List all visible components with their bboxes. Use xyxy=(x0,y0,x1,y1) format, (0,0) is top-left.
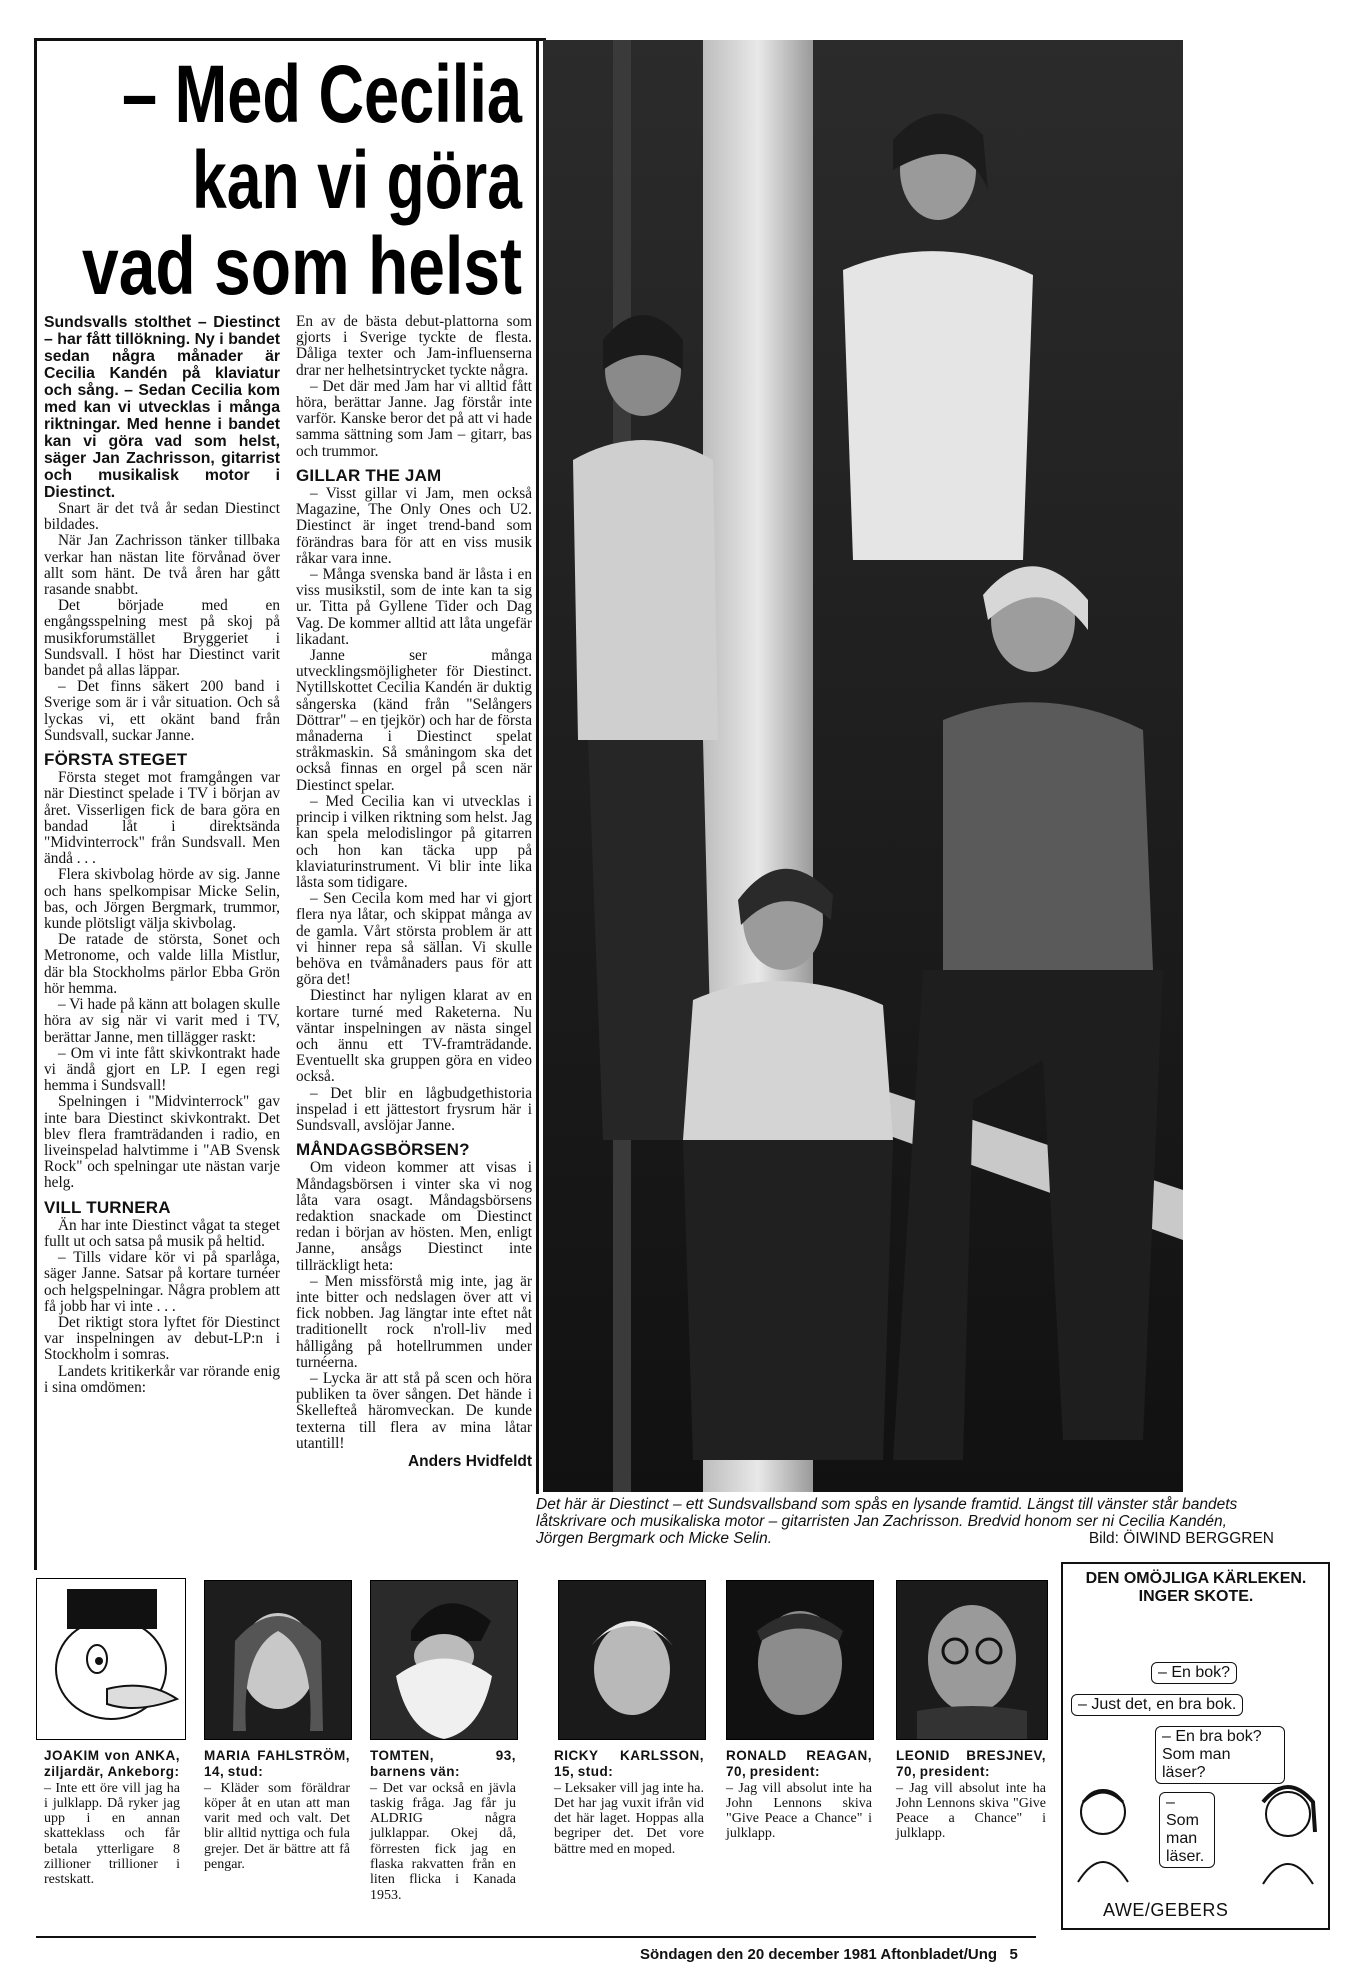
portrait-ricky xyxy=(559,1581,705,1739)
article-paragraph: Om videon kommer att visas i Måndagsbörsen i vinter ska vi nog låta vara osagt. Måndagsbörsens redaktion snackade om Diestinct redan i början av hösten. Men, enligt Janne, ansågs Diestinct inte tillräckligt heta: xyxy=(296,1159,532,1274)
band-photo xyxy=(543,40,1183,1492)
article-paragraph: Än har inte Diestinct vågat ta steget fullt ut och satsa på musik på heltid. xyxy=(44,1216,280,1250)
article-paragraph: Janne ser många utvecklingsmöjligheter för Diestinct. Nytillskottet Cecilia Kandén är duktig sångerska (känd från "Selångers Döttrar" – en tjejkör) och har de första månaderna i Diestinct spelat stråkmaskin. Så småningom ska det också finnas en orgel på scen när Diestinct spelar. xyxy=(296,647,532,794)
article-paragraph: En av de bästa debut-plattorna som gjorts i Sverige tyckte de flesta. Dåliga texter och Jam-influenserna drar ner helhetsintrycket tyckte några. xyxy=(296,313,532,379)
speech-bubble: – En bok? xyxy=(1151,1662,1237,1684)
article-paragraph: Landets kritikerkår var rörande enig i sina omdömen: xyxy=(44,1362,280,1396)
avatar xyxy=(36,1578,186,1740)
article-paragraph: – Om vi inte fått skivkontrakt hade vi ändå gjort en LP. I egen regi hemma i Sundsvall! xyxy=(44,1044,280,1095)
quote-text: – Leksaker vill jag inte ha. Det har jag vuxit ifrån vid det här laget. Hoppas alla begriper det. Det vore bättre med en moped. xyxy=(554,1780,704,1857)
quote-text: – Kläder som föräldrar köper åt en utan att man varit med och valt. Det blir alltid nyttiga och fula grejer. Det är bättre att få pengar. xyxy=(204,1780,350,1873)
avatar xyxy=(558,1580,706,1740)
article-paragraph: – Lycka är att stå på scen och höra publiken ta över sången. Det hände i Skellefteå häromveckan. De kunde texterna till flera av mina låtar utantill! xyxy=(296,1370,532,1452)
article-paragraph: Spelningen i "Midvinterrock" gav inte bara Diestinct skivkontrakt. Det blev flera framträdanden i radio, en liveinspelad halvtimme i "AB Svensk Rock" och spelningar ute nästan varje helg. xyxy=(44,1093,280,1192)
quote-role: president: xyxy=(749,1764,821,1780)
comic-figures xyxy=(1063,1772,1328,1892)
article-paragraph: Det började med en engångsspelning mest på skoj på musikforumstället Bryggeriet i Sundsvall. I höst har Diestinct varit bandet på allas läppar. xyxy=(44,597,280,680)
quote-joakim xyxy=(44,1748,180,1888)
frame-left-rule xyxy=(34,38,37,1570)
quote-reagan xyxy=(726,1748,872,1842)
article-paragraph: – Det där med Jam har vi alltid fått höra, berättar Janne. Jag förstår inte varför. Kanske beror det på att vi hade samma sättning som Jam – gitarr, bas och trummor. xyxy=(296,377,532,460)
section-heading: MÅNDAGSBÖRSEN? xyxy=(296,1140,470,1160)
headline-line-2: kan vi göra xyxy=(192,135,524,226)
quote-role: barnens vän: xyxy=(370,1764,461,1780)
article-paragraph: – Visst gillar vi Jam, men också Magazine, The Only Ones och U2. Diestinct är inget trend-band som förändras bara för att en viss musik råkar vara inne. xyxy=(296,485,532,567)
scrooge-illustration xyxy=(37,1579,185,1739)
article-lead: Sundsvalls stolthet – Diestinct – har fått tillökning. Ny i bandet sedan några månader är Cecilia Kandén på klaviatur och sång. – Sedan Cecilia kom med kan vi utvecklas i många riktningar. Med henne i bandet kan vi göra vad som helst, säger Jan Zachrisson, gitarrist och musikalisk motor i Diestinct. xyxy=(44,314,280,501)
quote-role: ziljardär, Ankeborg: xyxy=(44,1764,180,1780)
section-heading: GILLAR THE JAM xyxy=(296,465,442,485)
quote-name: RONALD REAGAN, 70, xyxy=(726,1748,872,1780)
byline: Anders Hvidfeldt xyxy=(407,1453,532,1471)
portrait-maria xyxy=(205,1581,351,1739)
quote-text: – Jag vill absolut inte ha John Lennons skiva "Give Peace a Chance" i julklapp. xyxy=(726,1780,872,1842)
speech-bubble: – Som man läser. xyxy=(1159,1792,1215,1868)
quote-name: TOMTEN, 93, xyxy=(370,1748,516,1763)
article-paragraph: Snart är det två år sedan Diestinct bildades. xyxy=(44,500,280,534)
article-paragraph: När Jan Zachrisson tänker tillbaka verkar han nästan lite förvånad över allt som hänt. De två åren har gått rasande snabbt. xyxy=(44,532,280,599)
speech-bubble: – Just det, en bra bok. xyxy=(1071,1694,1243,1716)
article-paragraph: – Vi hade på känn att bolagen skulle höra av sig när vi varit med i TV, berättar Janne, men tillägger raskt: xyxy=(44,996,280,1046)
frame-top-rule xyxy=(34,38,546,41)
article-paragraph: Det riktigt stora lyftet för Diestinct var inspelningen av debut-LP:n i Stockholm i somras. xyxy=(44,1313,280,1364)
band-photo-art xyxy=(543,40,1183,1492)
article-paragraph: – Sen Cecila kom med har vi gjort flera nya låtar, och skippat många av de gamla. Vårt största problem är att vi hinner repa så sällan. Vi skulle behöva en tvåmånaders paus för att göra det! xyxy=(296,890,532,989)
quote-name: JOAKIM von ANKA, xyxy=(44,1748,180,1763)
comic-title: DEN OMÖJLIGA KÄRLEKEN. INGER SKOTE. xyxy=(1085,1570,1307,1605)
article-paragraph: – Tills vidare kör vi på sparlåga, säger Janne. Satsar på kortare turnéer och helgspelningar. Några problem att få jobb har vi inte . . . xyxy=(44,1249,280,1315)
article-paragraph: – Många svenska band är låsta i en viss musikstil, som de inte kan ta sig ur. Titta på Gyllene Tider och Dag Vag. De kommer alltid att låta ungefär likadant. xyxy=(296,566,532,648)
article-paragraph: Flera skivbolag hörde av sig. Janne och hans spelkompisar Micke Selin, bas, och Jörgen Bergmark, trummor, kunde plötsligt välja skivbolag. xyxy=(44,866,280,933)
quote-text: – Inte ett öre vill jag ha i julklapp. Då ryker jag upp i en annan skatteklass och får betala ytterligare 8 zillioner trillioner i restskatt. xyxy=(44,1780,180,1888)
headline-line-3: vad som helst xyxy=(82,221,522,312)
quote-name: MARIA FAHLSTRÖM, 14, xyxy=(204,1748,350,1780)
quote-text: – Det var också en jävla taskig fråga. Jag får ju ALDRIG några julklappar. Okej då, förresten fick jag en flaska rakvatten från en liten flicka i Kanada 1953. xyxy=(370,1780,516,1903)
avatar xyxy=(896,1580,1048,1740)
headline-svg xyxy=(44,46,528,312)
quote-bresjnev xyxy=(896,1748,1046,1842)
article-paragraph: – Men missförstå mig inte, jag är inte bitter och nedslagen över att vi fick nobben. Jag längtar inte eftet nåt traditionellt rock n'roll-liv med hålligång på hotellrummen under turnéerna. xyxy=(296,1272,532,1371)
caption-text: Det här är Diestinct – ett Sundsvallsband som spås en lysande framtid. Längst till vänster står bandets låtskrivare och musikaliska motor – gitarristen Jan Zachrisson. Bredvid honom ser ni Cecilia Kandén, Jörgen Bergmark och Micke Selin. xyxy=(536,1496,1238,1547)
portrait-tomten xyxy=(371,1581,517,1739)
article-column-2 xyxy=(296,314,532,1470)
quote-role: president: xyxy=(919,1764,991,1780)
article-paragraph: – Det blir en lågbudgethistoria inspelad i ett jättestort frysrum här i Sundsvall, avslöjar Janne. xyxy=(296,1084,532,1134)
avatar xyxy=(204,1580,352,1740)
portrait-bresjnev xyxy=(897,1581,1047,1739)
comic-signature: AWE/GEBERS xyxy=(1103,1900,1229,1920)
photo-caption xyxy=(536,1496,1274,1547)
photo-credit: Bild: ÖIWIND BERGGREN xyxy=(1088,1530,1274,1547)
quote-ricky xyxy=(554,1748,704,1857)
headline-line-1: – Med Cecilia xyxy=(122,49,524,140)
article-paragraph: Diestinct har nyligen klarat av en kortare turné med Raketerna. Nu väntar inspelningen av nästa singel och ännu ett TV-framträdande. Eventuellt ska gruppen göra en video också. xyxy=(296,987,532,1086)
comic-strip xyxy=(1061,1562,1330,1930)
avatar xyxy=(370,1580,518,1740)
quote-maria xyxy=(204,1748,350,1872)
footer-rule xyxy=(36,1936,1036,1938)
quote-text: – Jag vill absolut inte ha John Lennons skiva "Give Peace a Chance" i julklapp. xyxy=(896,1780,1046,1842)
section-heading: VILL TURNERA xyxy=(44,1197,171,1217)
section-heading: FÖRSTA STEGET xyxy=(44,750,188,770)
article-paragraph: De ratade de största, Sonet och Metronome, och valde lilla Mistlur, där bla Stockholms pärlor Ebba Grön hör hemma. xyxy=(44,931,280,997)
quote-tomten xyxy=(370,1748,516,1903)
speech-bubble: – En bra bok? Som man läser? xyxy=(1155,1726,1285,1784)
article-paragraph: – Det finns säkert 200 band i Sverige som är i vår situation. Och så lyckas vi, ett okänt band från Sundsvall, suckar Janne. xyxy=(44,678,280,744)
avatar xyxy=(726,1580,874,1740)
headline xyxy=(44,46,528,312)
article-paragraph: – Med Cecilia kan vi utvecklas i princip i vilken riktning som helst. Jag kan spela melodislingor på gitarren och hon kan täcka upp på klaviaturinstrument. Vi blir inte lika låsta som tidigare. xyxy=(296,792,532,891)
quote-name: LEONID BRESJNEV, 70, xyxy=(896,1748,1046,1780)
article-paragraph: Första steget mot framgången var när Diestinct spelade i TV i början av året. Visserligen fick de bara göra en bandad låt i direktsända "Midvinterrock" från Sundsvall. Men ändå . . . xyxy=(44,769,280,868)
quote-role: stud: xyxy=(227,1764,264,1780)
article-column-1 xyxy=(44,314,280,1396)
quote-role: stud: xyxy=(577,1764,614,1780)
quote-name: RICKY KARLSSON, 15, xyxy=(554,1748,704,1780)
portrait-reagan xyxy=(727,1581,873,1739)
page-footer: Söndagen den 20 december 1981 Aftonbladet/Ung 5 xyxy=(640,1946,1018,1963)
photo-left-rule xyxy=(536,38,539,1494)
